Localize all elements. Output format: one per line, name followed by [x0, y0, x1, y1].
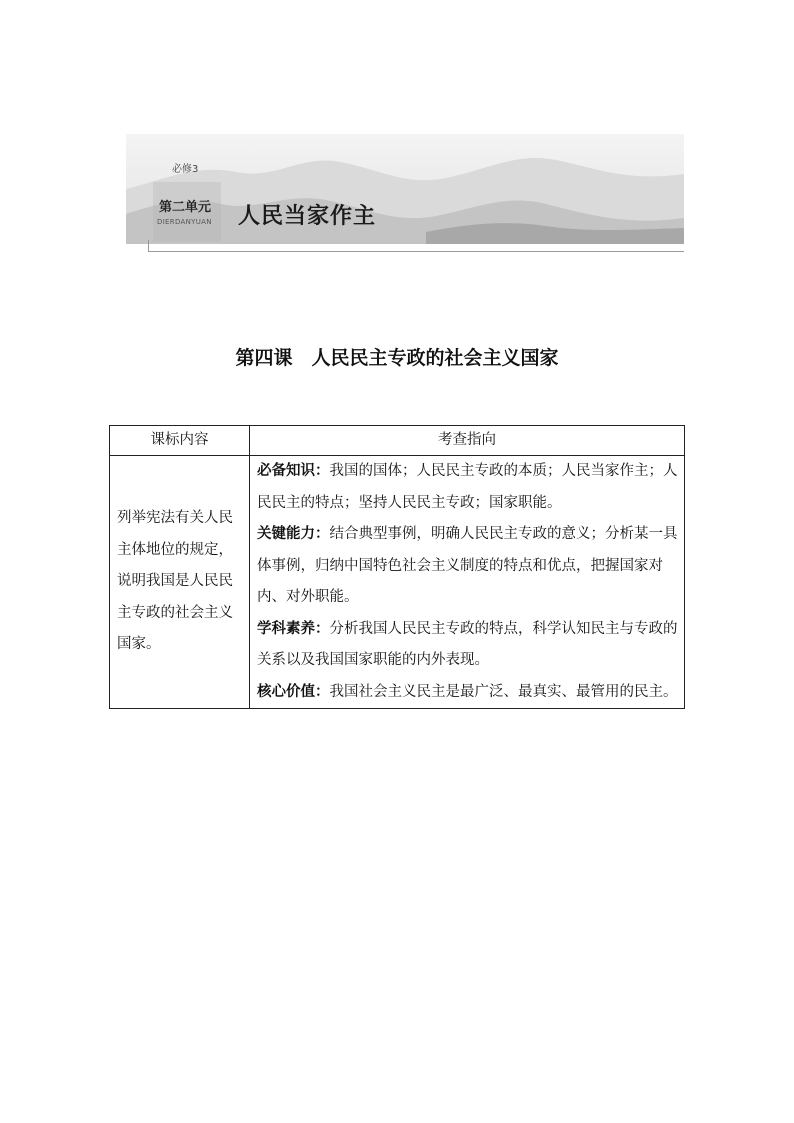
focus-text: 我国的国体；人民民主专政的本质；人民当家作主；人民民主的特点；坚持人民民主专政；国家职能。: [257, 463, 678, 511]
table-row: [110, 456, 685, 709]
assessment-focus-cell: [250, 456, 685, 709]
focus-item-literacy: [257, 614, 678, 677]
subject-label: 必修3: [172, 164, 199, 175]
focus-text: 我国社会主义民主是最广泛、最真实、最管用的民主。: [329, 683, 678, 700]
focus-item-values: [257, 677, 678, 709]
table-header-row: [110, 426, 685, 456]
focus-label: 关键能力：: [257, 526, 330, 542]
focus-label: 核心价值：: [257, 683, 330, 700]
unit-pinyin: DIERDANYUAN: [157, 218, 212, 226]
curriculum-table: [109, 425, 685, 709]
focus-item-ability: [257, 519, 678, 614]
banner-underline: [148, 240, 684, 252]
header-assessment-focus: 考查指向: [250, 426, 685, 456]
focus-label: 学科素养：: [257, 620, 330, 637]
header-standard-content: 课标内容: [110, 426, 250, 456]
focus-text: 分析我国人民民主专政的特点，科学认知民主与专政的关系以及我国国家职能的内外表现。: [257, 620, 678, 668]
unit-name: 人民当家作主: [238, 204, 377, 229]
unit-number: 第二单元: [159, 200, 212, 215]
lesson-title: 第四课 人民民主专政的社会主义国家: [235, 347, 559, 369]
standard-content-cell: 列举宪法有关人民主体地位的规定，说明我国是人民民主专政的社会主义国家。: [110, 456, 250, 709]
focus-item-knowledge: [257, 456, 678, 519]
focus-text: 结合典型事例，明确人民民主专政的意义；分析某一具体事例，归纳中国特色社会主义制度的特点和优点，把握国家对内、对外职能。: [257, 526, 678, 605]
focus-label: 必备知识：: [257, 463, 330, 479]
